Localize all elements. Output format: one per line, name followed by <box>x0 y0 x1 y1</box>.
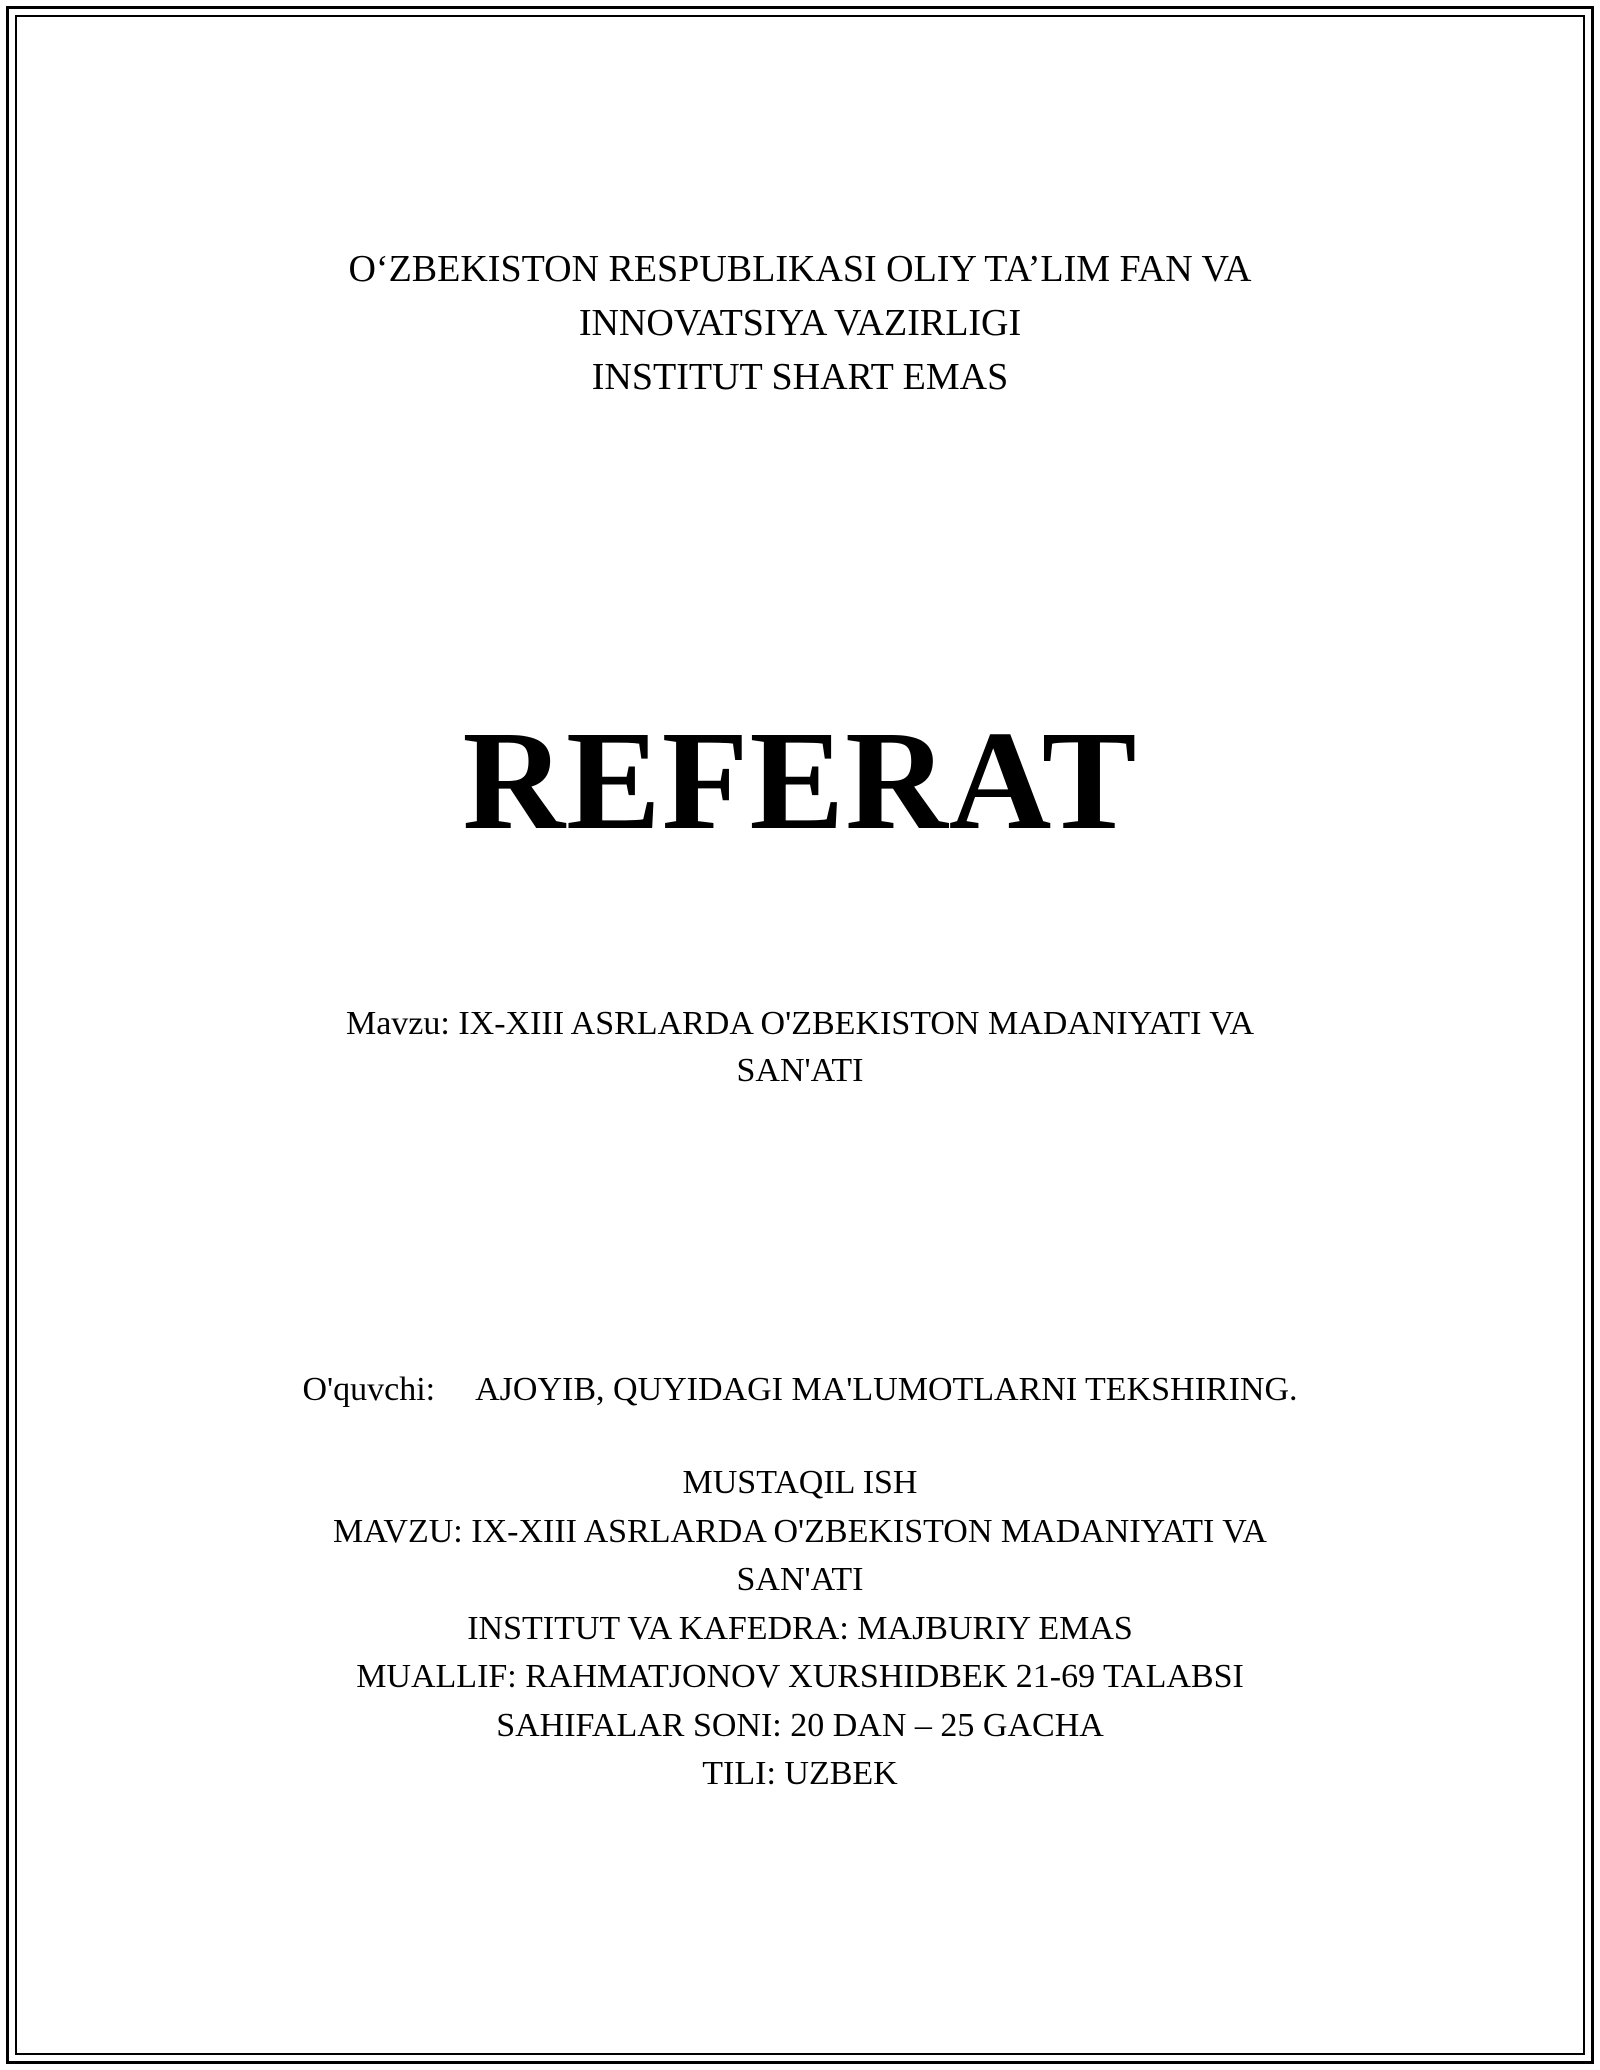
student-label: O'quvchi: <box>302 1371 436 1408</box>
details-author: MUALLIF: RAHMATJONOV XURSHIDBEK 21-69 TALABSI <box>356 1658 1244 1695</box>
details-pages: SAHIFALAR SONI: 20 DAN – 25 GACHA <box>496 1706 1104 1744</box>
student-value: AJOYIB, QUYIDAGI MA'LUMOTLARNI TEKSHIRING. <box>475 1371 1298 1408</box>
topic-block <box>0 1000 1600 1094</box>
details-topic-line-2: SAN'ATI <box>736 1561 864 1598</box>
topic-line-1: Mavzu: IX-XIII ASRLARDA O'ZBEKISTON MADANIYATI VA <box>345 1005 1255 1042</box>
ministry-header <box>0 242 1600 404</box>
details-language: TILI: UZBEK <box>702 1755 898 1792</box>
details-topic-line-1: MAVZU: IX-XIII ASRLARDA O'ZBEKISTON MADANIYATI VA <box>333 1512 1267 1550</box>
details-institute: INSTITUT VA KAFEDRA: MAJBURIY EMAS <box>467 1609 1133 1647</box>
header-line-2: INNOVATSIYA VAZIRLIGI <box>578 302 1022 344</box>
student-line <box>0 1365 1600 1415</box>
details-block <box>0 1459 1600 1799</box>
topic-line-2: SAN'ATI <box>736 1052 864 1089</box>
details-type: MUSTAQIL ISH <box>682 1464 918 1501</box>
document-title: REFERAT <box>462 701 1138 859</box>
header-line-3: INSTITUT SHART EMAS <box>591 356 1009 398</box>
header-line-1: O‘ZBEKISTON RESPUBLIKASI OLIY TA’LIM FAN VA <box>348 248 1252 290</box>
